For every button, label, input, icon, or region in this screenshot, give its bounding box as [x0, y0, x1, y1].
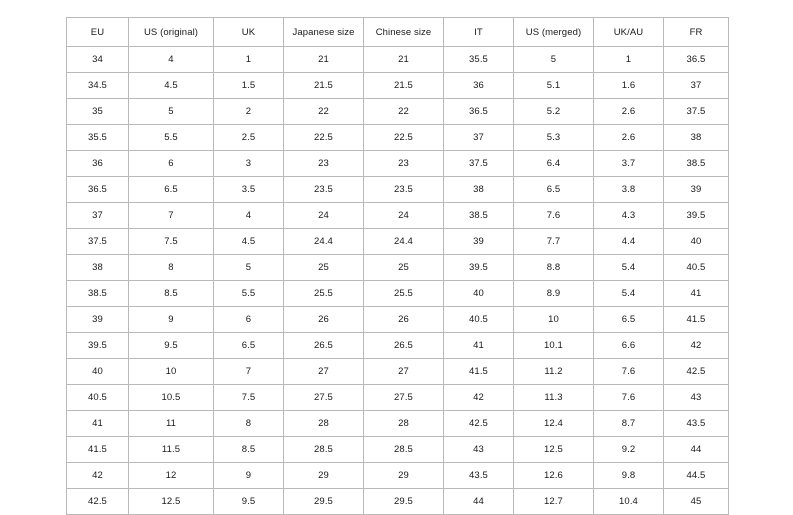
- table-cell: 22.5: [364, 125, 444, 151]
- table-cell: 37.5: [444, 151, 514, 177]
- table-cell: 5.5: [214, 281, 284, 307]
- table-cell: 21: [364, 47, 444, 73]
- table-cell: 26.5: [284, 333, 364, 359]
- table-cell: 2.5: [214, 125, 284, 151]
- table-cell: 7.7: [514, 229, 594, 255]
- table-row: [67, 177, 729, 203]
- table-cell: 7.6: [594, 385, 664, 411]
- table-cell: 39: [67, 307, 129, 333]
- table-cell: 24: [364, 203, 444, 229]
- table-cell: 29: [364, 463, 444, 489]
- table-cell: 36.5: [444, 99, 514, 125]
- table-cell: 40: [664, 229, 729, 255]
- table-row: [67, 359, 729, 385]
- table-cell: 9.2: [594, 437, 664, 463]
- table-cell: 37: [67, 203, 129, 229]
- table-cell: 5.5: [129, 125, 214, 151]
- column-header: UK: [214, 18, 284, 47]
- table-cell: 12: [129, 463, 214, 489]
- table-cell: 22: [364, 99, 444, 125]
- table-cell: 10: [514, 307, 594, 333]
- table-cell: 37: [444, 125, 514, 151]
- table-row: [67, 47, 729, 73]
- table-cell: 22.5: [284, 125, 364, 151]
- table-cell: 25: [364, 255, 444, 281]
- table-cell: 26.5: [364, 333, 444, 359]
- table-cell: 26: [364, 307, 444, 333]
- table-cell: 5: [214, 255, 284, 281]
- table-row: [67, 463, 729, 489]
- table-cell: 1: [594, 47, 664, 73]
- table-row: [67, 255, 729, 281]
- table-cell: 3.8: [594, 177, 664, 203]
- table-cell: 12.4: [514, 411, 594, 437]
- table-cell: 38.5: [444, 203, 514, 229]
- table-cell: 8: [214, 411, 284, 437]
- table-cell: 40.5: [664, 255, 729, 281]
- table-cell: 21.5: [284, 73, 364, 99]
- table-cell: 41: [444, 333, 514, 359]
- table-cell: 5: [129, 99, 214, 125]
- table-cell: 12.7: [514, 489, 594, 515]
- table-cell: 37.5: [664, 99, 729, 125]
- table-row: [67, 385, 729, 411]
- table-cell: 24.4: [284, 229, 364, 255]
- table-cell: 10.4: [594, 489, 664, 515]
- table-cell: 36.5: [67, 177, 129, 203]
- column-header: Chinese size: [364, 18, 444, 47]
- table-cell: 23.5: [284, 177, 364, 203]
- table-row: [67, 281, 729, 307]
- table-cell: 27: [284, 359, 364, 385]
- table-cell: 22: [284, 99, 364, 125]
- table-cell: 11.5: [129, 437, 214, 463]
- table-row: [67, 229, 729, 255]
- table-cell: 8.9: [514, 281, 594, 307]
- table-cell: 28.5: [364, 437, 444, 463]
- table-cell: 35.5: [67, 125, 129, 151]
- table-cell: 43: [444, 437, 514, 463]
- table-body: [67, 47, 729, 515]
- table-cell: 6.5: [214, 333, 284, 359]
- table-cell: 8.8: [514, 255, 594, 281]
- table-cell: 23: [284, 151, 364, 177]
- table-cell: 11.3: [514, 385, 594, 411]
- table-cell: 36: [67, 151, 129, 177]
- table-header: [67, 18, 729, 47]
- table-cell: 1: [214, 47, 284, 73]
- table-cell: 38.5: [67, 281, 129, 307]
- column-header: Japanese size: [284, 18, 364, 47]
- table-cell: 6.5: [514, 177, 594, 203]
- table-cell: 40.5: [444, 307, 514, 333]
- table-cell: 7.6: [594, 359, 664, 385]
- table-cell: 5.4: [594, 255, 664, 281]
- table-cell: 42: [664, 333, 729, 359]
- table-row: [67, 437, 729, 463]
- table-cell: 36.5: [664, 47, 729, 73]
- table-cell: 44: [664, 437, 729, 463]
- table-row: [67, 99, 729, 125]
- table-cell: 42.5: [67, 489, 129, 515]
- table-cell: 41: [664, 281, 729, 307]
- table-cell: 9.5: [214, 489, 284, 515]
- shoe-size-conversion-table-wrapper: [66, 17, 728, 515]
- table-cell: 9.8: [594, 463, 664, 489]
- table-cell: 6.4: [514, 151, 594, 177]
- table-cell: 6: [129, 151, 214, 177]
- table-cell: 28.5: [284, 437, 364, 463]
- table-cell: 6.5: [594, 307, 664, 333]
- table-cell: 3.7: [594, 151, 664, 177]
- table-cell: 45: [664, 489, 729, 515]
- table-cell: 25: [284, 255, 364, 281]
- table-cell: 41.5: [67, 437, 129, 463]
- table-row: [67, 125, 729, 151]
- table-row: [67, 203, 729, 229]
- table-row: [67, 333, 729, 359]
- table-cell: 42.5: [444, 411, 514, 437]
- table-cell: 7.5: [129, 229, 214, 255]
- column-header: UK/AU: [594, 18, 664, 47]
- table-cell: 24.4: [364, 229, 444, 255]
- table-cell: 41.5: [664, 307, 729, 333]
- table-cell: 9.5: [129, 333, 214, 359]
- table-cell: 10: [129, 359, 214, 385]
- table-cell: 4.5: [129, 73, 214, 99]
- table-cell: 38: [664, 125, 729, 151]
- table-cell: 12.6: [514, 463, 594, 489]
- table-cell: 12.5: [514, 437, 594, 463]
- table-cell: 4.5: [214, 229, 284, 255]
- table-cell: 40: [444, 281, 514, 307]
- table-cell: 35: [67, 99, 129, 125]
- table-cell: 8.5: [129, 281, 214, 307]
- table-cell: 10.1: [514, 333, 594, 359]
- table-cell: 43.5: [444, 463, 514, 489]
- table-cell: 43: [664, 385, 729, 411]
- table-cell: 38: [444, 177, 514, 203]
- table-cell: 42: [444, 385, 514, 411]
- table-cell: 23: [364, 151, 444, 177]
- table-cell: 21: [284, 47, 364, 73]
- table-cell: 6: [214, 307, 284, 333]
- table-cell: 36: [444, 73, 514, 99]
- table-cell: 28: [364, 411, 444, 437]
- table-cell: 9: [214, 463, 284, 489]
- table-cell: 7: [129, 203, 214, 229]
- column-header: EU: [67, 18, 129, 47]
- table-cell: 10.5: [129, 385, 214, 411]
- table-cell: 7.6: [514, 203, 594, 229]
- table-cell: 9: [129, 307, 214, 333]
- table-cell: 21.5: [364, 73, 444, 99]
- table-cell: 4: [214, 203, 284, 229]
- table-cell: 3.5: [214, 177, 284, 203]
- table-cell: 26: [284, 307, 364, 333]
- table-cell: 44: [444, 489, 514, 515]
- table-cell: 11: [129, 411, 214, 437]
- table-cell: 4.3: [594, 203, 664, 229]
- table-cell: 29.5: [284, 489, 364, 515]
- table-cell: 39.5: [67, 333, 129, 359]
- table-cell: 2: [214, 99, 284, 125]
- table-cell: 44.5: [664, 463, 729, 489]
- table-cell: 1.6: [594, 73, 664, 99]
- table-cell: 41: [67, 411, 129, 437]
- table-cell: 42: [67, 463, 129, 489]
- table-cell: 2.6: [594, 99, 664, 125]
- table-header-row: [67, 18, 729, 47]
- table-cell: 27.5: [364, 385, 444, 411]
- table-cell: 42.5: [664, 359, 729, 385]
- table-cell: 43.5: [664, 411, 729, 437]
- table-cell: 11.2: [514, 359, 594, 385]
- table-row: [67, 151, 729, 177]
- table-cell: 4: [129, 47, 214, 73]
- table-cell: 38: [67, 255, 129, 281]
- table-cell: 38.5: [664, 151, 729, 177]
- table-cell: 7: [214, 359, 284, 385]
- table-row: [67, 411, 729, 437]
- shoe-size-conversion-table: [66, 17, 729, 515]
- table-cell: 5.2: [514, 99, 594, 125]
- column-header: US (merged): [514, 18, 594, 47]
- table-cell: 39: [444, 229, 514, 255]
- table-cell: 29: [284, 463, 364, 489]
- table-cell: 8.5: [214, 437, 284, 463]
- table-cell: 6.5: [129, 177, 214, 203]
- table-row: [67, 73, 729, 99]
- column-header: IT: [444, 18, 514, 47]
- table-cell: 37: [664, 73, 729, 99]
- table-cell: 5: [514, 47, 594, 73]
- table-cell: 4.4: [594, 229, 664, 255]
- table-cell: 40.5: [67, 385, 129, 411]
- table-cell: 29.5: [364, 489, 444, 515]
- table-cell: 25.5: [364, 281, 444, 307]
- table-cell: 1.5: [214, 73, 284, 99]
- table-cell: 39: [664, 177, 729, 203]
- table-cell: 8: [129, 255, 214, 281]
- table-cell: 5.3: [514, 125, 594, 151]
- table-cell: 41.5: [444, 359, 514, 385]
- table-cell: 5.4: [594, 281, 664, 307]
- table-cell: 37.5: [67, 229, 129, 255]
- table-cell: 27.5: [284, 385, 364, 411]
- table-cell: 39.5: [444, 255, 514, 281]
- table-cell: 27: [364, 359, 444, 385]
- table-row: [67, 489, 729, 515]
- table-cell: 3: [214, 151, 284, 177]
- table-row: [67, 307, 729, 333]
- column-header: FR: [664, 18, 729, 47]
- table-cell: 23.5: [364, 177, 444, 203]
- table-cell: 8.7: [594, 411, 664, 437]
- table-cell: 35.5: [444, 47, 514, 73]
- column-header: US (original): [129, 18, 214, 47]
- table-cell: 5.1: [514, 73, 594, 99]
- table-cell: 40: [67, 359, 129, 385]
- table-cell: 34: [67, 47, 129, 73]
- table-cell: 24: [284, 203, 364, 229]
- table-cell: 6.6: [594, 333, 664, 359]
- table-cell: 28: [284, 411, 364, 437]
- table-cell: 12.5: [129, 489, 214, 515]
- table-cell: 34.5: [67, 73, 129, 99]
- table-cell: 7.5: [214, 385, 284, 411]
- table-cell: 25.5: [284, 281, 364, 307]
- table-cell: 2.6: [594, 125, 664, 151]
- table-cell: 39.5: [664, 203, 729, 229]
